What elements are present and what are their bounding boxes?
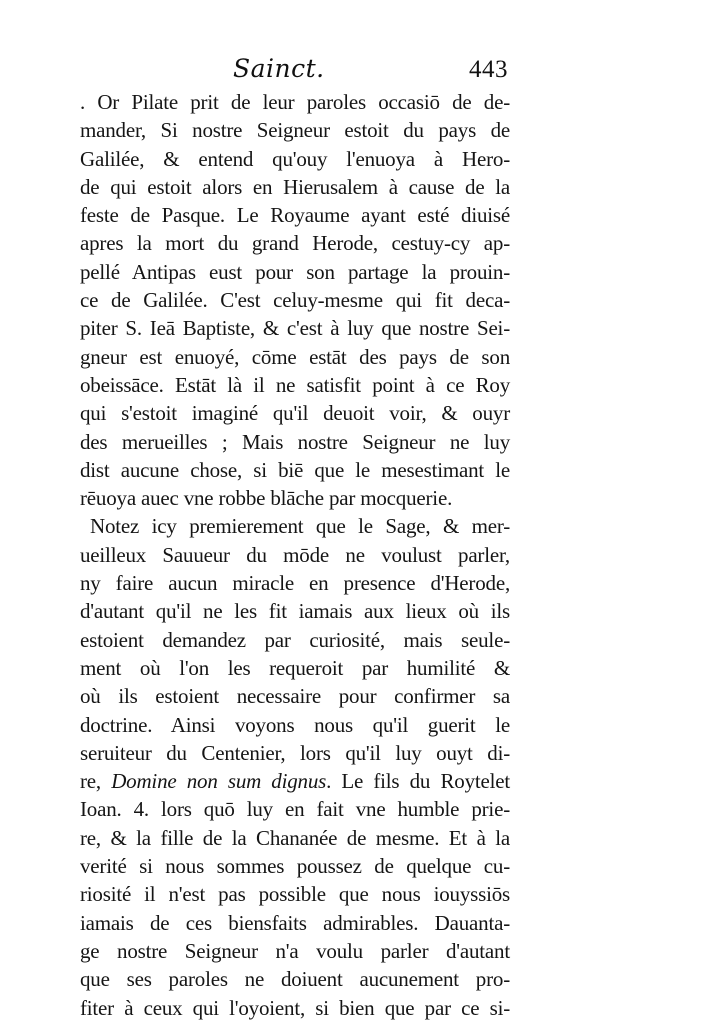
text-line: Ioan. 4. lors quō luy en fait vne humble prie- (80, 797, 510, 822)
text-line: dist aucune chose, si biē que le mesestimant le (80, 457, 510, 482)
text-line: mander, Si nostre Seigneur estoit du pays de (80, 118, 510, 143)
text-line: pellé Antipas eust pour son partage la prouin- (80, 259, 510, 284)
text-line: Galilée, & entend qu'ouy l'enuoya à Hero- (80, 146, 510, 171)
text-line: piter S. Ieā Baptiste, & c'est à luy que nostre Sei- (80, 316, 510, 341)
text-line: verité si nous sommes poussez de quelque cu- (80, 854, 510, 879)
text-line: des merueilles ; Mais nostre Seigneur ne luy (80, 429, 510, 454)
text-line: qui s'estoit imaginé qu'il deuoit voir, & ouyr (80, 401, 510, 426)
text-line: Notez icy premierement que le Sage, & mer- (90, 514, 510, 539)
text-line: gneur est enuoyé, cōme estāt des pays de son (80, 344, 510, 369)
text-line: . Or Pilate prit de leur paroles occasiō de de- (80, 90, 510, 114)
running-title: Sainct. (233, 54, 325, 83)
text-line: où ils estoient necessaire pour confirmer sa (80, 684, 510, 709)
text-line: ment où l'on les requeroit par humilité & (80, 655, 510, 680)
text-line: d'autant qu'il ne les fit iamais aux lieux où ils (80, 599, 510, 624)
text-line: re, & la fille de la Chananée de mesme. Et à la (80, 825, 510, 850)
text-line: feste de Pasque. Le Royaume ayant esté diuisé (80, 203, 510, 228)
text-line: ny faire aucun miracle en presence d'Herode, (80, 571, 510, 596)
page-number: 443 (469, 56, 508, 83)
text-line: obeissāce. Estāt là il ne satisfit point à ce Roy (80, 372, 510, 397)
text-line: que ses paroles ne doiuent aucunement pro- (80, 967, 510, 992)
text-line: iamais de ces biensfaits admirables. Dauanta- (80, 910, 510, 935)
latin-quote: Domine non sum dignus (111, 769, 327, 794)
text-line: seruiteur du Centenier, lors qu'il luy ouyt di- (80, 740, 510, 765)
body-text (80, 88, 510, 1022)
text-line: doctrine. Ainsi voyons nous qu'il guerit le (80, 712, 510, 737)
text-line: ce de Galilée. C'est celuy-mesme qui fit deca- (80, 288, 510, 313)
text-line: apres la mort du grand Herode, cestuy-cy ap- (80, 231, 510, 256)
text-line: ueilleux Sauueur du mōde ne voulust parler, (80, 542, 510, 567)
text-line: rēuoya auec vne robbe blāche par mocquerie. (80, 486, 453, 511)
text-line: fiter à ceux qui l'oyoient, si bien que par ce si- (80, 995, 510, 1020)
text-line: de qui estoit alors en Hierusalem à cause de la (80, 174, 510, 199)
text-line: re, Domine non sum dignus. Le fils du Roytelet (80, 769, 511, 794)
text-line: estoient demandez par curiosité, mais seule- (80, 627, 510, 652)
text-line: ge nostre Seigneur n'a voulu parler d'autant (80, 938, 510, 963)
text-line: riosité il n'est pas possible que nous iouyssiōs (80, 882, 510, 907)
